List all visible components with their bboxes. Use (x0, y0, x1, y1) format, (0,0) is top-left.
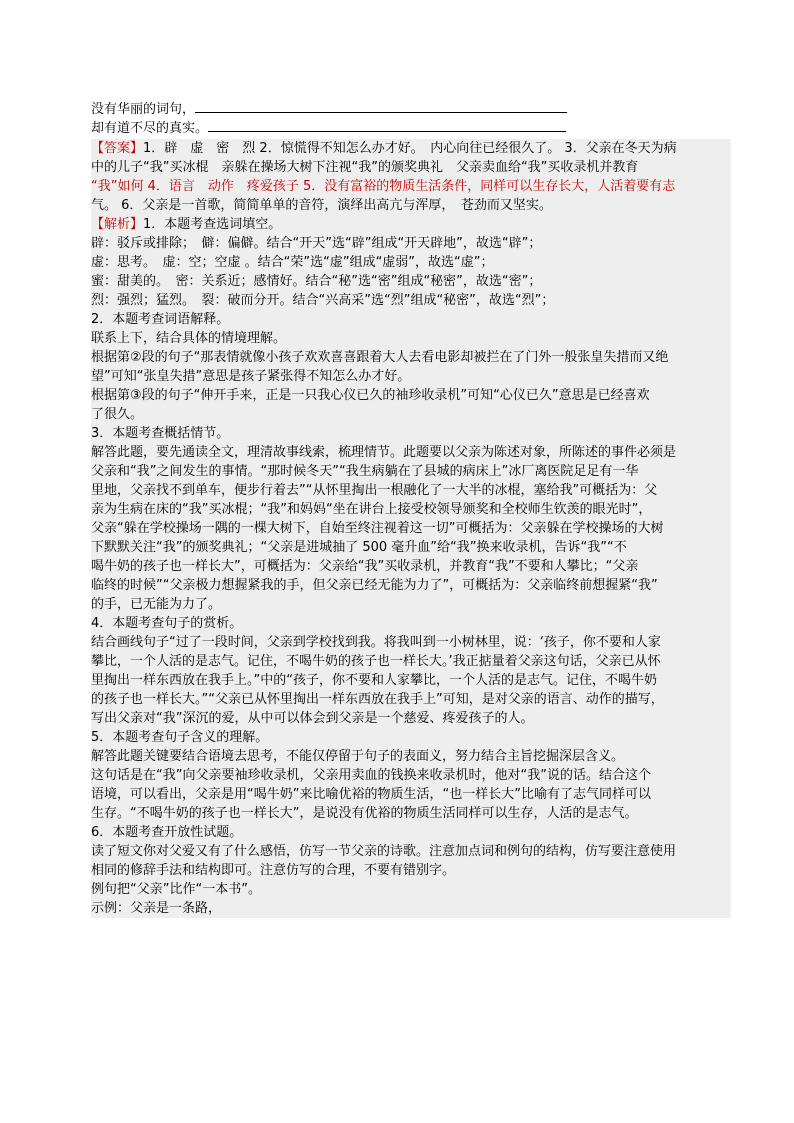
analysis-line-10: 了很久。 (91, 405, 731, 424)
analysis-line-29: 这句话是在“我”向父亲要袖珍收录机，父亲用卖血的钱换来收录机时，他对“我”说的话。结合这个 (91, 766, 731, 785)
fill-line-2-text: 却有道不尽的真实。 (91, 121, 209, 136)
analysis-line-24: 里掏出一样东西放在我手上。”中的“孩子，你不要和人家攀比，一个人活的是志气。记住，不喝牛奶 (91, 671, 731, 690)
analysis-line-32: 6．本题考查开放性试题。 (91, 823, 731, 842)
answer-line-4: 气。 6．父亲是一首歌，简简单单的音符，演绎出高亢与浑厚， 苍劲而又坚实。 (91, 196, 731, 215)
analysis-line-7: 根据第②段的句子“那表情就像小孩子欢欢喜喜跟着大人去看电影却被拦在了门外一般张皇失措而又绝 (91, 348, 731, 367)
analysis-line-23: 攀比，一个人活的是志气。记住，不喝牛奶的孩子也一样长大。’我正掂量着父亲这句话，父亲已从怀 (91, 652, 731, 671)
analysis-line-30: 语境，可以看出，父亲是用“喝牛奶”来比喻优裕的物质生活，“也一样长大”比喻有了志气同样可以 (91, 785, 731, 804)
fill-line-1-text: 没有华丽的词句， (91, 102, 196, 117)
answer-text-1: 1．辟 虚 密 烈 2．惊慌得不知怎么办才好。 内心向往已经很久了。 3．父亲在冬天为病 (143, 141, 677, 156)
analysis-section (91, 215, 731, 918)
analysis-tag: 【解析】 (91, 217, 144, 232)
answer-line-3 (91, 177, 731, 196)
analysis-line-13: 父亲和“我”之间发生的事情。“那时候冬天”“我生病躺在了县城的病床上”冰厂离医院足足有一华 (91, 462, 731, 481)
analysis-line-31: 生存。“不喝牛奶的孩子也一样长大”，是说没有优裕的物质生活同样可以生存，人活的是志气。 (91, 804, 731, 823)
analysis-line-20: 的手，已无能为力了。 (91, 595, 731, 614)
fill-line-2 (91, 117, 731, 136)
analysis-line-33: 读了短文你对父爱又有了什么感悟，仿写一节父亲的诗歌。注意加点词和例句的结构，仿写要注意使用 (91, 842, 731, 861)
analysis-line-9: 根据第③段的句子“伸开手来，正是一只我心仪已久的袖珍收录机”可知“心仪已久”意思是已经喜欢 (91, 386, 731, 405)
analysis-line-1: 辟：驳斥或排除； 僻：偏僻。结合“开天”选“辟”组成“开天辟地”，故选“辟”； (91, 234, 731, 253)
answer-line-2: 中的儿子“我”买冰棍 亲躲在操场大树下注视“我”的颁奖典礼 父亲卖血给“我”买收录机并教育 (91, 158, 731, 177)
answer-text-3: “我”如何 4．语言 动作 疼爱孩子 5．没有富裕的物质生活条件，同样可以生存长大，人活着要有志 (91, 179, 676, 194)
analysis-first-text: 1．本题考查选词填空。 (143, 217, 282, 232)
analysis-line-14: 里地，父亲找不到单车，便步行着去”“从怀里掏出一根融化了一大半的冰棍，塞给我”可概括为：父 (91, 481, 731, 500)
analysis-line-18: 喝牛奶的孩子也一样长大”，可概括为：父亲给“我”买收录机，并教育“我”不要和人攀比；“父亲 (91, 557, 731, 576)
analysis-line-26: 写出父亲对“我”深沉的爱，从中可以体会到父亲是一个慈爱、疼爱孩子的人。 (91, 709, 731, 728)
fill-line-1 (91, 98, 731, 117)
analysis-line-22: 结合画线句子“过了一段时间，父亲到学校找到我。将我叫到一小树林里，说：‘孩子，你不要和人家 (91, 633, 731, 652)
analysis-line-15: 亲为生病在床的“我”买冰棍；“我”和妈妈“坐在讲台上接受校领导颁奖和全校师生钦羡的眼光时”， (91, 500, 731, 519)
analysis-line-3: 蜜：甜美的。 密：关系近；感情好。结合“秘”选“密”组成“秘密”，故选“密”； (91, 272, 731, 291)
document-page (91, 98, 731, 918)
answer-tag: 【答案】 (91, 141, 144, 156)
analysis-line-19: 临终的时候”“父亲极力想握紧我的手，但父亲已经无能为力了”，可概括为：父亲临终前想握紧“我” (91, 576, 731, 595)
analysis-line-28: 解答此题关键要结合语境去思考，不能仅停留于句子的表面义，努力结合主旨挖掘深层含义。 (91, 747, 731, 766)
analysis-line-0 (91, 215, 731, 234)
analysis-line-21: 4．本题考查句子的赏析。 (91, 614, 731, 633)
analysis-line-5: 2．本题考查词语解释。 (91, 310, 731, 329)
answer-line-1 (91, 139, 731, 158)
answer-blank-1[interactable] (195, 98, 567, 113)
answer-section (91, 139, 731, 215)
analysis-line-12: 解答此题，要先通读全文，理清故事线索，梳理情节。此题要以父亲为陈述对象，所陈述的事件必须是 (91, 443, 731, 462)
analysis-line-16: 父亲“躲在学校操场一隅的一棵大树下，自始至终注视着这一切”可概括为：父亲躲在学校操场的大树 (91, 519, 731, 538)
analysis-line-2: 虚：思考。 虚：空；空虚 。结合“荣”选“虚”组成“虚弱”，故选“虚”； (91, 253, 731, 272)
analysis-line-35: 例句把“父亲”比作“一本书”。 (91, 880, 731, 899)
analysis-line-11: 3．本题考查概括情节。 (91, 424, 731, 443)
analysis-line-8: 望”可知“张皇失措”意思是孩子紧张得不知怎么办才好。 (91, 367, 731, 386)
analysis-line-4: 烈：强烈；猛烈。 裂：破而分开。结合“兴高采”选“烈”组成“秘密”，故选“烈”； (91, 291, 731, 310)
analysis-line-34: 相同的修辞手法和结构即可。注意仿写的合理，不要有错别字。 (91, 861, 731, 880)
answer-blank-2[interactable] (208, 117, 566, 132)
analysis-line-36: 示例：父亲是一条路， (91, 899, 731, 918)
analysis-line-6: 联系上下，结合具体的情境理解。 (91, 329, 731, 348)
analysis-line-25: 的孩子也一样长大。”“父亲已从怀里掏出一样东西放在我手上”可知，是对父亲的语言、动作的描写， (91, 690, 731, 709)
analysis-line-17: 下默默关注“我”的颁奖典礼；“父亲是进城抽了 500 毫升血”给“我”换来收录机，告诉“我”“不 (91, 538, 731, 557)
analysis-line-27: 5．本题考查句子含义的理解。 (91, 728, 731, 747)
